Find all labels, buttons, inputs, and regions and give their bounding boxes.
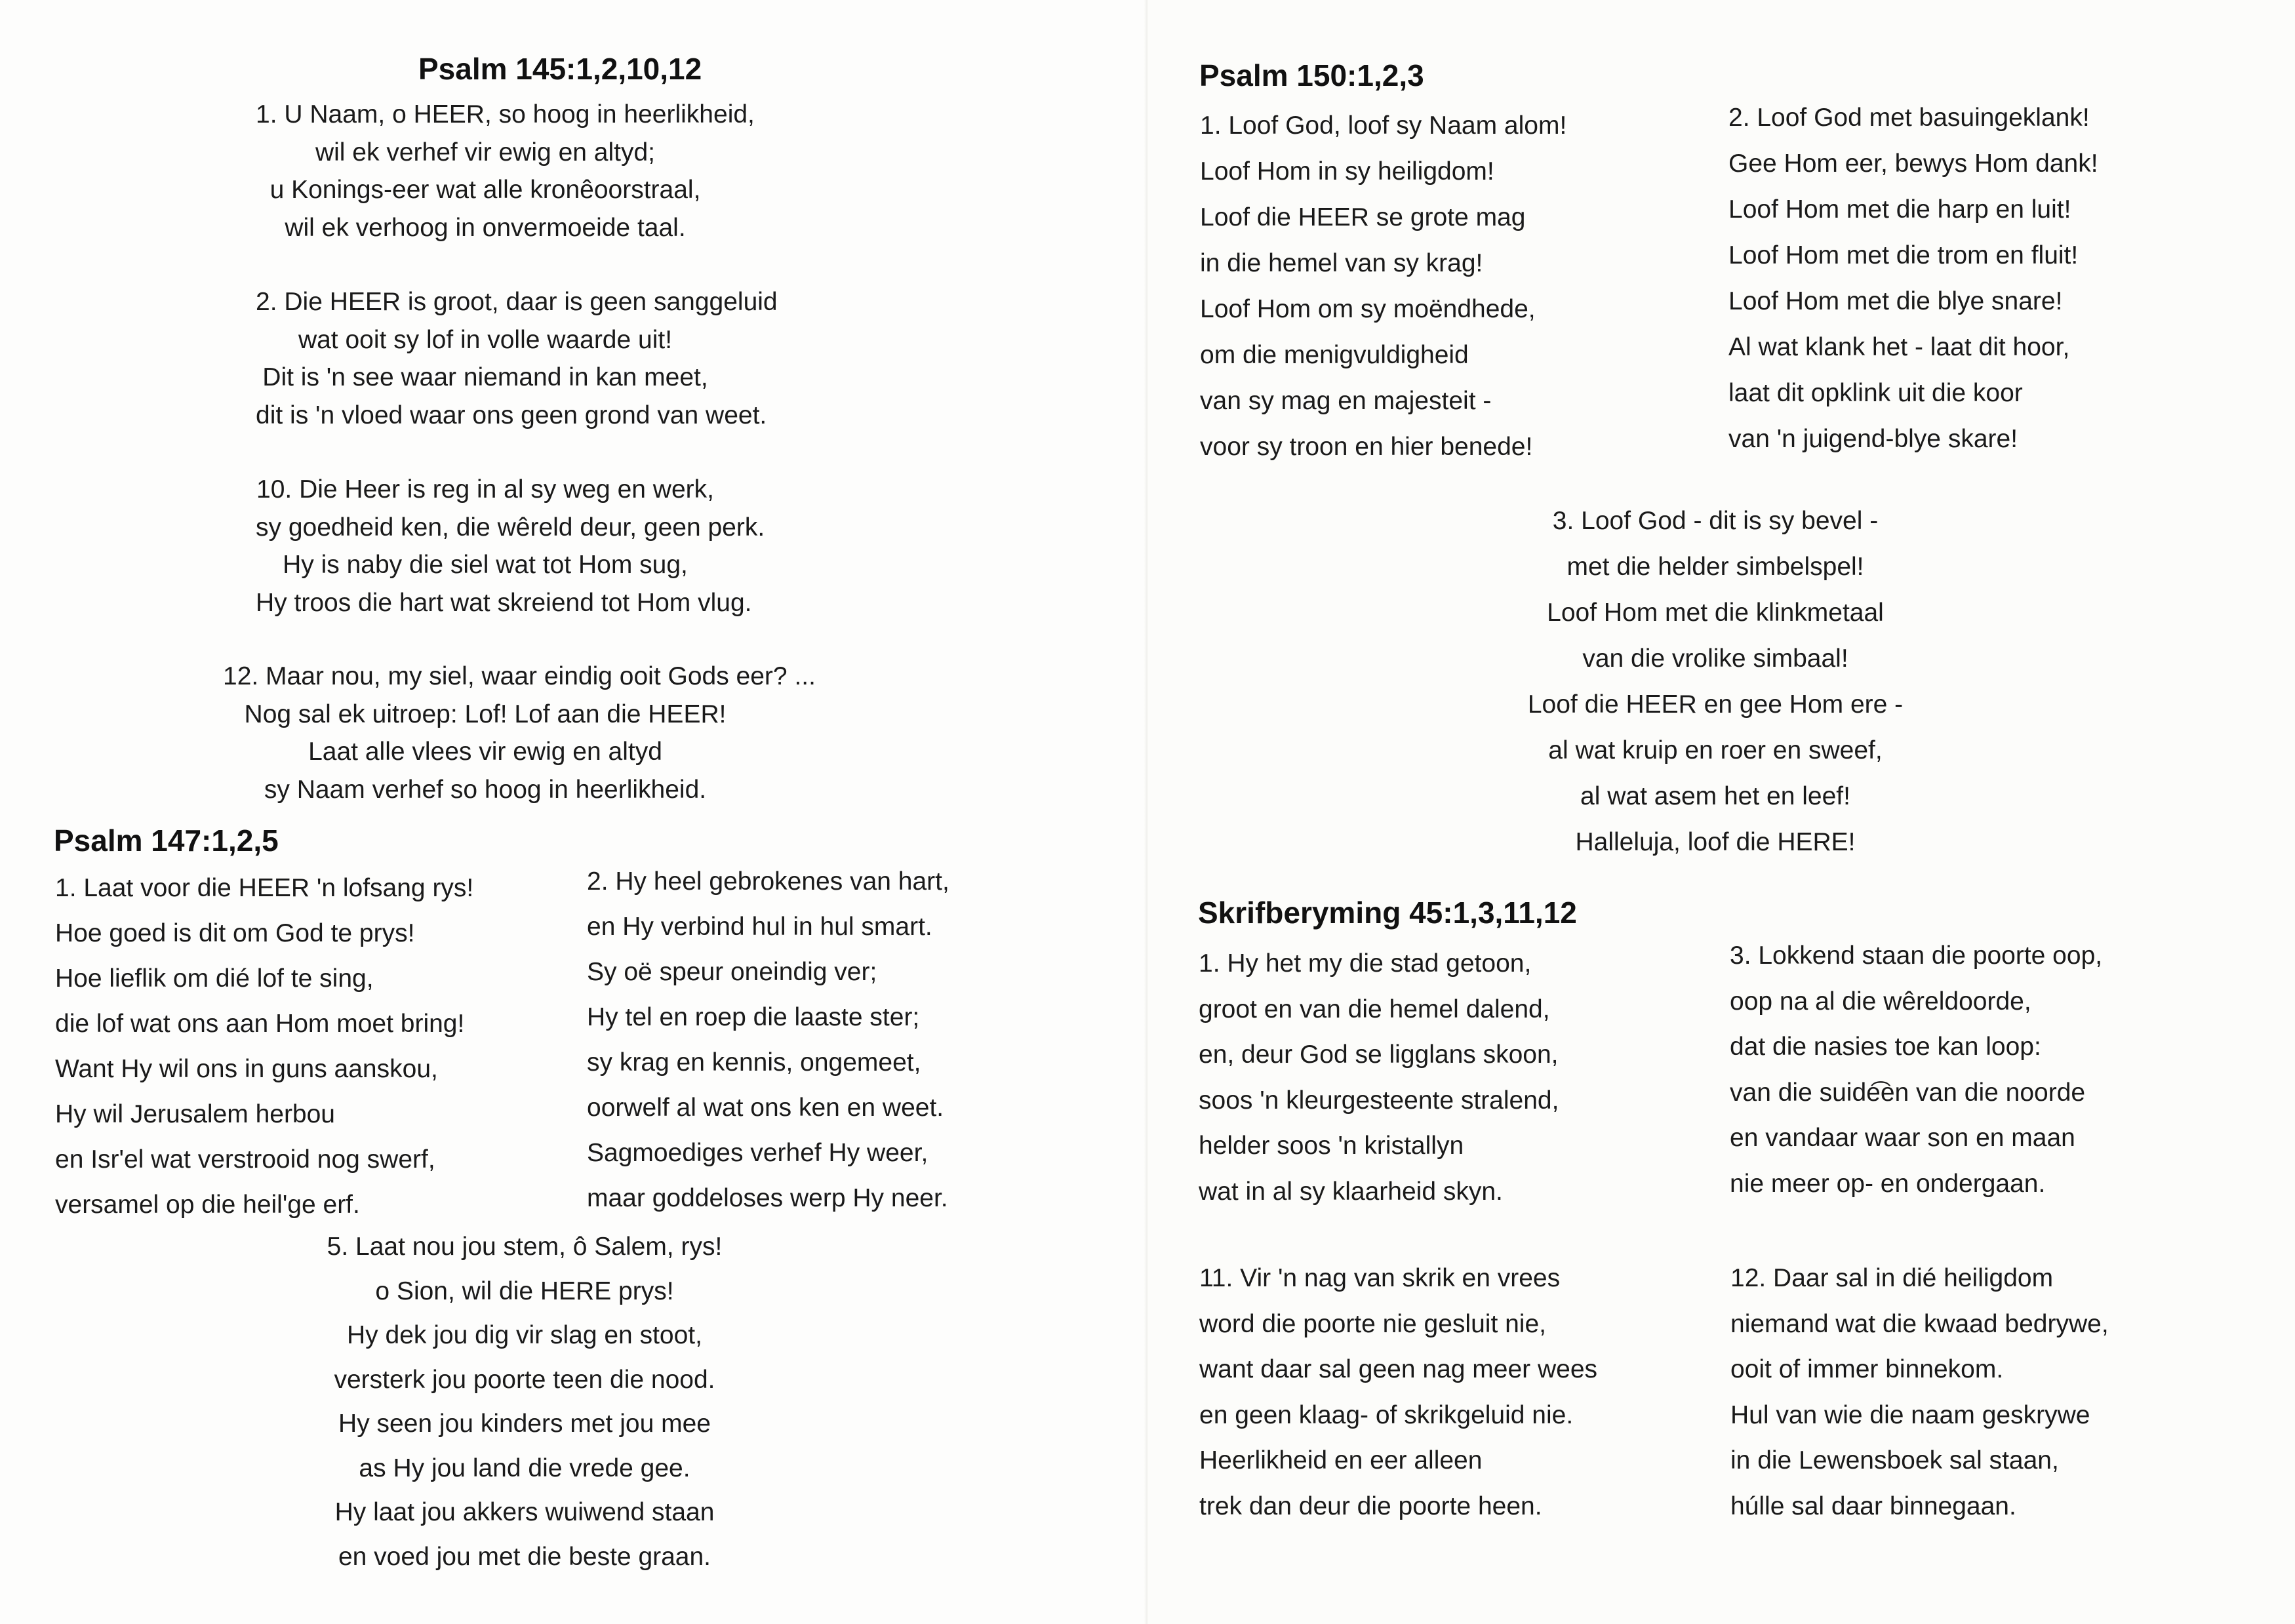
verse-line: Hy tel en roep die laaste ster; <box>587 1003 920 1031</box>
verse-line: Loof Hom met die trom en fluit! <box>1728 241 2079 269</box>
verse-line: Dit is 'n see waar niemand in kan meet, <box>262 363 708 391</box>
psalm-150-verse-2 <box>1728 95 2098 462</box>
verse-line: Al wat klank het - laat dit hoor, <box>1728 333 2070 361</box>
verse-line: 1. U Naam, o HEER, so hoog in heerlikheid, <box>256 100 755 129</box>
verse-line: niemand wat die kwaad bedrywe, <box>1730 1309 2109 1338</box>
verse-line: maar goddeloses werp Hy neer. <box>587 1184 948 1212</box>
verse-line: oop na al die wêreldoorde, <box>1730 987 2031 1016</box>
verse-line: Loof die HEER en gee Hom ere - <box>1527 690 1904 719</box>
verse-line: wat in al sy klaarheid skyn. <box>1199 1177 1503 1206</box>
verse-line: en voed jou met die beste graan. <box>338 1542 711 1571</box>
verse-line: wil ek verhoog in onvermoeide taal. <box>285 213 686 242</box>
verse-line: Loof die HEER se grote mag <box>1200 203 1526 231</box>
psalm-147-verse-1 <box>55 865 473 1227</box>
verse-line: Loof Hom met die harp en luit! <box>1728 195 2071 224</box>
skrifberyming-45-verse-1 <box>1199 941 1559 1214</box>
verse-line: Hy wil Jerusalem herbou <box>55 1100 336 1128</box>
verse-line: dit is 'n vloed waar ons geen grond van weet. <box>256 401 767 429</box>
psalm-147-verse-2 <box>587 859 949 1221</box>
skrifberyming-45-heading: Skrifberyming 45:1,3,11,12 <box>1198 896 1577 930</box>
verse-line: Hoe goed is dit om God te prys! <box>55 919 415 947</box>
verse-line: 12. Maar nou, my siel, waar eindig ooit Gods eer? ... <box>223 662 816 690</box>
psalm-145-verse-10 <box>256 471 765 622</box>
skrifberyming-45-verse-12 <box>1730 1256 2109 1529</box>
skrifberyming-45-verse-11 <box>1199 1256 1597 1529</box>
verse-line: 1. Laat voor die HEER 'n lofsang rys! <box>55 874 474 902</box>
psalm-147-heading: Psalm 147:1,2,5 <box>54 823 279 858</box>
verse-line: en, deur God se ligglans skoon, <box>1199 1040 1559 1069</box>
verse-line: trek dan deur die poorte heen. <box>1199 1492 1542 1520</box>
verse-line: van 'n juigend-blye skare! <box>1728 425 2018 453</box>
verse-line: oorwelf al wat ons ken en weet. <box>587 1094 944 1122</box>
verse-line: in die hemel van sy krag! <box>1200 249 1483 277</box>
verse-line: 2. Hy heel gebrokenes van hart, <box>587 867 949 896</box>
verse-line: soos 'n kleurgesteente stralend, <box>1199 1086 1559 1115</box>
verse-line: al wat asem het en leef! <box>1580 782 1850 810</box>
verse-line: sy goedheid ken, die wêreld deur, geen perk. <box>256 513 765 542</box>
verse-line: en vandaar waar son en maan <box>1730 1124 2075 1152</box>
verse-line: met die helder simbelspel! <box>1567 553 1864 581</box>
verse-line: Laat alle vlees vir ewig en altyd <box>308 738 662 766</box>
verse-line: Want Hy wil ons in guns aanskou, <box>55 1055 438 1083</box>
verse-line: Loof Hom met die blye snare! <box>1728 287 2063 315</box>
psalm-150-verse-3 <box>1486 498 1945 865</box>
verse-line: versamel op die heil'ge erf. <box>55 1191 360 1219</box>
verse-line: Sagmoediges verhef Hy weer, <box>587 1139 928 1167</box>
verse-line: word die poorte nie gesluit nie, <box>1199 1309 1546 1338</box>
verse-line: Hy troos die hart wat skreiend tot Hom vlug. <box>256 588 752 617</box>
verse-line: Hul van wie die naam geskrywe <box>1730 1400 2090 1429</box>
verse-line: 1. Loof God, loof sy Naam alom! <box>1200 111 1567 140</box>
verse-line: en Hy verbind hul in hul smart. <box>587 913 932 941</box>
psalm-145-verse-12 <box>223 658 816 808</box>
verse-line: helder soos 'n kristallyn <box>1199 1132 1464 1160</box>
verse-line: sy Naam verhef so hoog in heerlikheid. <box>264 775 707 804</box>
psalm-145-verse-2 <box>256 283 778 434</box>
verse-line: Loof Hom om sy moëndhede, <box>1200 295 1536 323</box>
verse-line: as Hy jou land die vrede gee. <box>359 1454 690 1482</box>
verse-line: nie meer op- en ondergaan. <box>1730 1169 2046 1198</box>
verse-line: Hy laat jou akkers wuiwend staan <box>334 1498 715 1526</box>
verse-line: 1. Hy het my die stad getoon, <box>1199 949 1532 978</box>
verse-line: Loof Hom met die klinkmetaal <box>1547 599 1884 627</box>
verse-line: laat dit opklink uit die koor <box>1728 379 2023 407</box>
verse-line: wat ooit sy lof in volle waarde uit! <box>298 325 673 354</box>
verse-line: Loof Hom in sy heiligdom! <box>1200 157 1494 186</box>
psalm-150-heading: Psalm 150:1,2,3 <box>1199 58 1424 92</box>
verse-line: Heerlikheid en eer alleen <box>1199 1446 1483 1475</box>
verse-line: húlle sal daar binnegaan. <box>1730 1492 2016 1520</box>
verse-line: sy krag en kennis, ongemeet, <box>587 1048 921 1077</box>
verse-line: in die Lewensboek sal staan, <box>1730 1446 2059 1475</box>
verse-line: want daar sal geen nag meer wees <box>1199 1355 1598 1383</box>
verse-line: Hy dek jou dig vir slag en stoot, <box>347 1321 702 1349</box>
verse-line: van die suide͡en van die noorde <box>1730 1078 2086 1107</box>
verse-line: 5. Laat nou jou stem, ô Salem, rys! <box>327 1233 723 1261</box>
verse-line: Hy is naby die siel wat tot Hom sug, <box>283 551 688 579</box>
verse-line: 11. Vir 'n nag van skrik en vrees <box>1199 1264 1561 1292</box>
verse-line: Sy oë speur oneindig ver; <box>587 958 877 986</box>
verse-line: groot en van die hemel dalend, <box>1199 995 1550 1023</box>
verse-line: 3. Lokkend staan die poorte oop, <box>1730 941 2103 970</box>
verse-line: wil ek verhef vir ewig en altyd; <box>315 138 656 167</box>
verse-line: van sy mag en majesteit - <box>1200 387 1492 415</box>
verse-line: en Isr'el wat verstrooid nog swerf, <box>55 1145 435 1174</box>
psalm-145-verse-1 <box>256 96 755 247</box>
verse-line: 3. Loof God - dit is sy bevel - <box>1552 507 1879 535</box>
verse-line: Nog sal ek uitroep: Lof! Lof aan die HEER! <box>244 700 727 728</box>
psalm-147-verse-5 <box>295 1225 754 1579</box>
verse-line: om die menigvuldigheid <box>1200 341 1469 369</box>
verse-line: 12. Daar sal in dié heiligdom <box>1730 1264 2054 1292</box>
skrifberyming-45-verse-3 <box>1730 933 2102 1206</box>
verse-line: versterk jou poorte teen die nood. <box>334 1365 715 1394</box>
verse-line: dat die nasies toe kan loop: <box>1730 1033 2041 1061</box>
verse-line: van die vrolike simbaal! <box>1582 644 1848 673</box>
verse-line: Halleluja, loof die HERE! <box>1575 828 1856 856</box>
verse-line: Hy seen jou kinders met jou mee <box>338 1410 711 1438</box>
verse-line: 10. Die Heer is reg in al sy weg en werk, <box>256 475 714 504</box>
verse-line: 2. Loof God met basuingeklank! <box>1728 104 2090 132</box>
psalm-145-heading: Psalm 145:1,2,10,12 <box>418 52 702 86</box>
verse-line: 2. Die HEER is groot, daar is geen sanggeluid <box>256 288 778 316</box>
psalm-150-verse-1 <box>1200 103 1567 470</box>
verse-line: o Sion, wil die HERE prys! <box>375 1277 674 1305</box>
verse-line: Hoe lieflik om dié lof te sing, <box>55 964 374 993</box>
verse-line: voor sy troon en hier benede! <box>1200 433 1533 461</box>
verse-line: al wat kruip en roer en sweef, <box>1548 736 1883 764</box>
verse-line: ooit of immer binnekom. <box>1730 1355 2004 1383</box>
verse-line: en geen klaag- of skrikgeluid nie. <box>1199 1400 1574 1429</box>
verse-line: die lof wat ons aan Hom moet bring! <box>55 1010 465 1038</box>
right-page <box>1148 0 2295 1624</box>
verse-line: Gee Hom eer, bewys Hom dank! <box>1728 149 2098 178</box>
verse-line: u Konings-eer wat alle kronêoorstraal, <box>269 176 701 204</box>
